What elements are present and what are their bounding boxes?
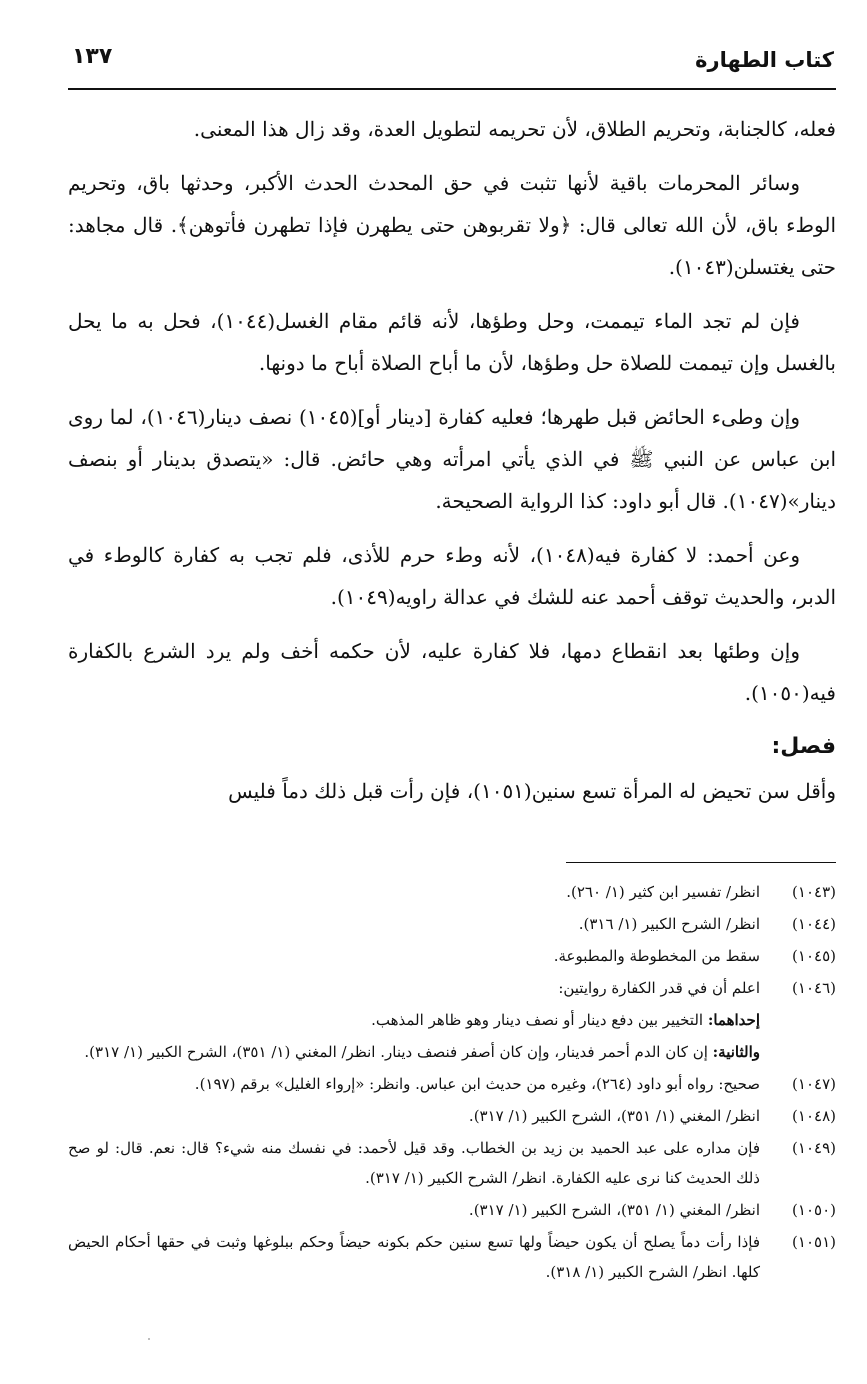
footnote-number — [760, 1037, 836, 1067]
footnote-subtext: التخيير بين دفع دينار أو نصف دينار وهو ظاهر المذهب. — [371, 1011, 708, 1029]
footnote-number: (١٠٥٠) — [792, 1201, 836, 1219]
paragraph: فعله، كالجنابة، وتحريم الطلاق، لأن تحريمه لتطويل العدة، وقد زال هذا المعنى. — [193, 117, 836, 141]
footnote — [68, 909, 836, 939]
footnote-text: سقط من المخطوطة والمطبوعة. — [553, 947, 760, 965]
footnote — [68, 1101, 836, 1131]
footnote-number — [760, 1005, 836, 1035]
footnote-text: اعلم أن في قدر الكفارة روايتين: — [558, 979, 760, 997]
footnote-number: (١٠٤٨) — [792, 1107, 836, 1125]
footnote-label: إحداهما: — [707, 1011, 760, 1029]
footnote-text: فإن مداره على عبد الحميد بن زيد بن الخطاب. وقد قيل لأحمد: في نفسك منه شيء؟ قال: نعم. قال: لو صح ذلك الحديث كنا نرى عليه الكفارة. انظر/ الشرح الكبير (١/ ٣١٧). — [68, 1139, 760, 1187]
page-number: ١٣٧ — [72, 44, 113, 69]
page-header — [68, 40, 836, 90]
paragraph: وسائر المحرمات باقية لأنها تثبت في حق المحدث الحدث الأكبر، وحدثها باق، وتحريم الوطء باق، لأن الله تعالى قال: ﴿ولا تقربوهن حتى يطهرن فإذا تطهرن فأتوهن﴾. قال مجاهد: حتى يغتسلن(١٠٤٣). — [68, 171, 837, 279]
footnote — [68, 1227, 836, 1287]
footnotes — [68, 877, 836, 1287]
footnote-number: (١٠٤٦) — [792, 979, 836, 997]
paragraph: وإن وطىء الحائض قبل طهرها؛ فعليه كفارة [دينار أو](١٠٤٥) نصف دينار(١٠٤٦)، لما روى ابن عباس عن النبي ﷺ في الذي يأتي امرأته وهي حائض. قال: «يتصدق بدينار أو بنصف دينار»(١٠٤٧). قال أبو داود: كذا الرواية الصحيحة. — [68, 405, 836, 513]
footnote — [68, 1069, 836, 1099]
footnote-text: صحيح: رواه أبو داود (٢٦٤)، وغيره من حديث ابن عباس. وانظر: «إرواء الغليل» برقم (١٩٧). — [194, 1075, 760, 1093]
main-text — [68, 108, 836, 812]
footnote-continuation — [68, 1005, 836, 1035]
paragraph: وإن وطئها بعد انقطاع دمها، فلا كفارة عليه، لأن حكمه أخف ولم يرد الشرع بالكفارة فيه(١٠٥٠). — [68, 639, 836, 705]
footnote-text: فإذا رأت دماً يصلح أن يكون حيضاً ولها تسع سنين حكم بكونه حيضاً وحكم ببلوغها وثبت في حقها أحكام الحيض كلها. انظر/ الشرح الكبير (١/ ٣١٨). — [68, 1233, 760, 1281]
footnote-text: انظر/ المغني (١/ ٣٥١)، الشرح الكبير (١/ ٣١٧). — [468, 1201, 760, 1219]
footnote — [68, 1133, 836, 1193]
footnote-number: (١٠٤٩) — [792, 1139, 836, 1157]
section-paragraph: وأقل سن تحيض له المرأة تسع سنين(١٠٥١)، فإن رأت قبل ذلك دماً فليس — [228, 779, 836, 803]
paragraph: فإن لم تجد الماء تيممت، وحل وطؤها، لأنه قائم مقام الغسل(١٠٤٤)، فحل به ما يحل بالغسل وإن تيممت للصلاة حل وطؤها، لأن ما أباح الصلاة أباح ما دونها. — [68, 309, 836, 375]
footnote-number: (١٠٤٥) — [792, 947, 836, 965]
footnote-label: والثانية: — [712, 1043, 760, 1061]
footnote — [68, 941, 836, 971]
footnote-number: (١٠٤٣) — [792, 883, 836, 901]
footnote-text — [68, 1005, 760, 1035]
footnote-number: (١٠٤٤) — [792, 915, 836, 933]
footnote-number: (١٠٤٧) — [792, 1075, 836, 1093]
footnote-text: انظر/ تفسير ابن كثير (١/ ٢٦٠). — [566, 883, 760, 901]
footnote-number: (١٠٥١) — [792, 1233, 836, 1251]
section-heading: فصل: — [771, 734, 836, 759]
footnote-text — [68, 1037, 760, 1067]
footnote — [68, 877, 836, 907]
footnote-subtext: إن كان الدم أحمر فدينار، وإن كان أصفر فنصف دينار. انظر/ المغني (١/ ٣٥١)، الشرح الكبير (١/ ٣١٧). — [84, 1043, 713, 1061]
running-title: كتاب الطهارة — [695, 48, 834, 72]
scan-speck — [148, 1338, 150, 1340]
footnote-text: انظر/ الشرح الكبير (١/ ٣١٦). — [578, 915, 760, 933]
footnote-text: انظر/ المغني (١/ ٣٥١)، الشرح الكبير (١/ ٣١٧). — [468, 1107, 760, 1125]
footnote-continuation — [68, 1037, 836, 1067]
footnote-divider — [566, 862, 836, 863]
book-page — [68, 40, 836, 1370]
paragraph: وعن أحمد: لا كفارة فيه(١٠٤٨)، لأنه وطء حرم للأذى، فلم تجب به كفارة كالوطء في الدبر، والحديث توقف أحمد عنه للشك في عدالة راويه(١٠٤٩). — [68, 543, 836, 609]
footnote — [68, 973, 836, 1003]
footnote — [68, 1195, 836, 1225]
